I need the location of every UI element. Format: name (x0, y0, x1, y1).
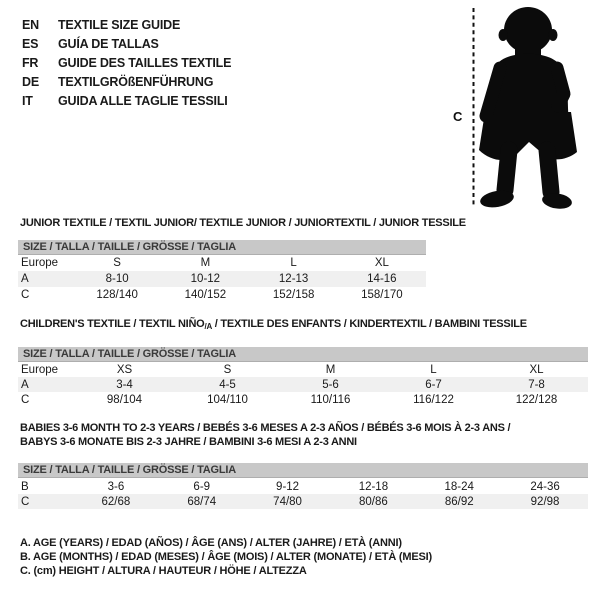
junior-size-header: SIZE / TALLA / TAILLE / GRÖSSE / TAGLIA (18, 240, 426, 255)
age-cell: 6-7 (425, 378, 442, 391)
age-cell: 10-12 (190, 273, 221, 285)
height-cell: 98/104 (106, 393, 143, 406)
row-label: Europe (21, 257, 59, 269)
language-code-it: IT (22, 93, 33, 108)
age-cell: 7-8 (528, 378, 545, 391)
age-cell: 24-36 (530, 480, 560, 493)
junior-row-europe (18, 255, 426, 271)
children-row-europe (18, 362, 588, 377)
age-cell: 9-12 (276, 480, 300, 493)
baby-silhouette-icon (479, 7, 577, 211)
language-title-de: TEXTILGRÖßENFÜHRUNG (58, 74, 214, 89)
legend-notes (20, 536, 432, 578)
children-row-height (18, 392, 588, 407)
children-title-post: / TEXTILE DES ENFANTS / KINDERTEXTIL / BAMBINI TESSILE (211, 318, 527, 330)
age-cell: 3-4 (116, 378, 133, 391)
height-cell: 122/128 (515, 393, 558, 406)
height-cell: 62/68 (101, 495, 131, 508)
height-cell: 74/80 (273, 495, 302, 508)
size-cell: M (325, 363, 336, 376)
children-size-header: SIZE / TALLA / TAILLE / GRÖSSE / TAGLIA (18, 347, 588, 362)
age-cell: 8-10 (105, 273, 129, 285)
size-cell: L (290, 257, 297, 269)
language-code-es: ES (22, 36, 39, 51)
row-label: A (21, 273, 29, 285)
height-cell: 128/140 (96, 289, 138, 301)
age-cell: 12-18 (358, 480, 389, 493)
height-cell: 104/110 (207, 393, 248, 406)
row-label: A (21, 378, 29, 391)
language-code-de: DE (22, 74, 39, 89)
language-code-en: EN (22, 17, 39, 32)
row-label: B (21, 480, 29, 493)
junior-row-age (18, 271, 426, 287)
language-title-it: GUIDA ALLE TAGLIE TESSILI (58, 93, 228, 108)
babies-row-height (18, 494, 588, 509)
size-cell: M (200, 257, 211, 269)
babies-row-age (18, 479, 588, 494)
children-title-pre: CHILDREN'S TEXTILE / TEXTIL NIÑO (20, 318, 205, 330)
size-cell: L (430, 363, 437, 376)
junior-row-height (18, 287, 426, 303)
language-row-fr (22, 53, 231, 72)
language-title-es: GUÍA DE TALLAS (58, 36, 159, 51)
children-table-title (20, 317, 527, 334)
height-cell: 152/158 (272, 289, 315, 301)
language-title-block (22, 15, 231, 110)
size-cell: S (113, 257, 121, 269)
row-label: C (21, 393, 30, 406)
size-cell: S (223, 363, 232, 376)
size-cell: XS (116, 363, 133, 376)
babies-table-title (20, 421, 510, 449)
row-label: C (21, 495, 30, 508)
note-age-years: A. AGE (YEARS) / EDAD (AÑOS) / ÂGE (ANS) / ALTER (JAHRE) / ETÀ (ANNI) (20, 537, 402, 549)
babies-title-line2: BABYS 3-6 MONATE BIS 2-3 JAHRE / BAMBINI 3-6 MESI A 2-3 ANNI (20, 436, 357, 448)
age-cell: 6-9 (193, 480, 211, 493)
age-cell: 4-5 (219, 378, 236, 391)
children-title-sub: /A (204, 322, 212, 331)
row-label: C (21, 289, 30, 301)
size-cell: XL (529, 363, 544, 376)
children-row-age (18, 377, 588, 392)
row-label: Europe (21, 363, 59, 376)
height-cell: 110/116 (310, 393, 351, 406)
language-title-en: TEXTILE SIZE GUIDE (58, 17, 181, 32)
age-cell: 3-6 (107, 480, 125, 493)
note-age-months: B. AGE (MONTHS) / EDAD (MESES) / ÂGE (MOIS) / ALTER (MONATE) / ETÀ (MESI) (20, 551, 432, 563)
height-cell: 140/152 (184, 289, 227, 301)
height-c-label: C (453, 109, 463, 124)
height-cell: 68/74 (187, 495, 217, 508)
language-title-fr: GUIDE DES TAILLES TEXTILE (58, 55, 232, 70)
size-cell: XL (374, 257, 389, 269)
babies-size-header: SIZE / TALLA / TAILLE / GRÖSSE / TAGLIA (18, 463, 588, 478)
babies-title-line1: BABIES 3-6 MONTH TO 2-3 YEARS / BEBÉS 3-6 MESES A 2-3 AÑOS / BÉBÉS 3-6 MOIS À 2-3 ANS / (20, 422, 511, 434)
age-cell: 14-16 (367, 273, 397, 285)
note-height-cm: C. (cm) HEIGHT / ALTURA / HAUTEUR / HÖHE / ALTEZZA (20, 565, 307, 577)
height-cell: 80/86 (359, 495, 388, 508)
age-cell: 12-13 (278, 273, 309, 285)
language-row-en (22, 15, 231, 34)
height-cell: 116/122 (413, 393, 454, 406)
language-code-fr: FR (22, 55, 39, 70)
height-cell: 158/170 (361, 289, 403, 301)
baby-height-figure (445, 0, 600, 212)
language-row-de (22, 72, 231, 91)
height-cell: 86/92 (444, 495, 474, 508)
language-row-it (22, 91, 231, 110)
age-cell: 18-24 (444, 480, 474, 493)
junior-table-title: JUNIOR TEXTILE / TEXTIL JUNIOR/ TEXTILE JUNIOR / JUNIORTEXTIL / JUNIOR TESSILE (20, 217, 466, 229)
height-cell: 92/98 (530, 495, 560, 508)
language-row-es (22, 34, 231, 53)
age-cell: 5-6 (322, 378, 339, 391)
